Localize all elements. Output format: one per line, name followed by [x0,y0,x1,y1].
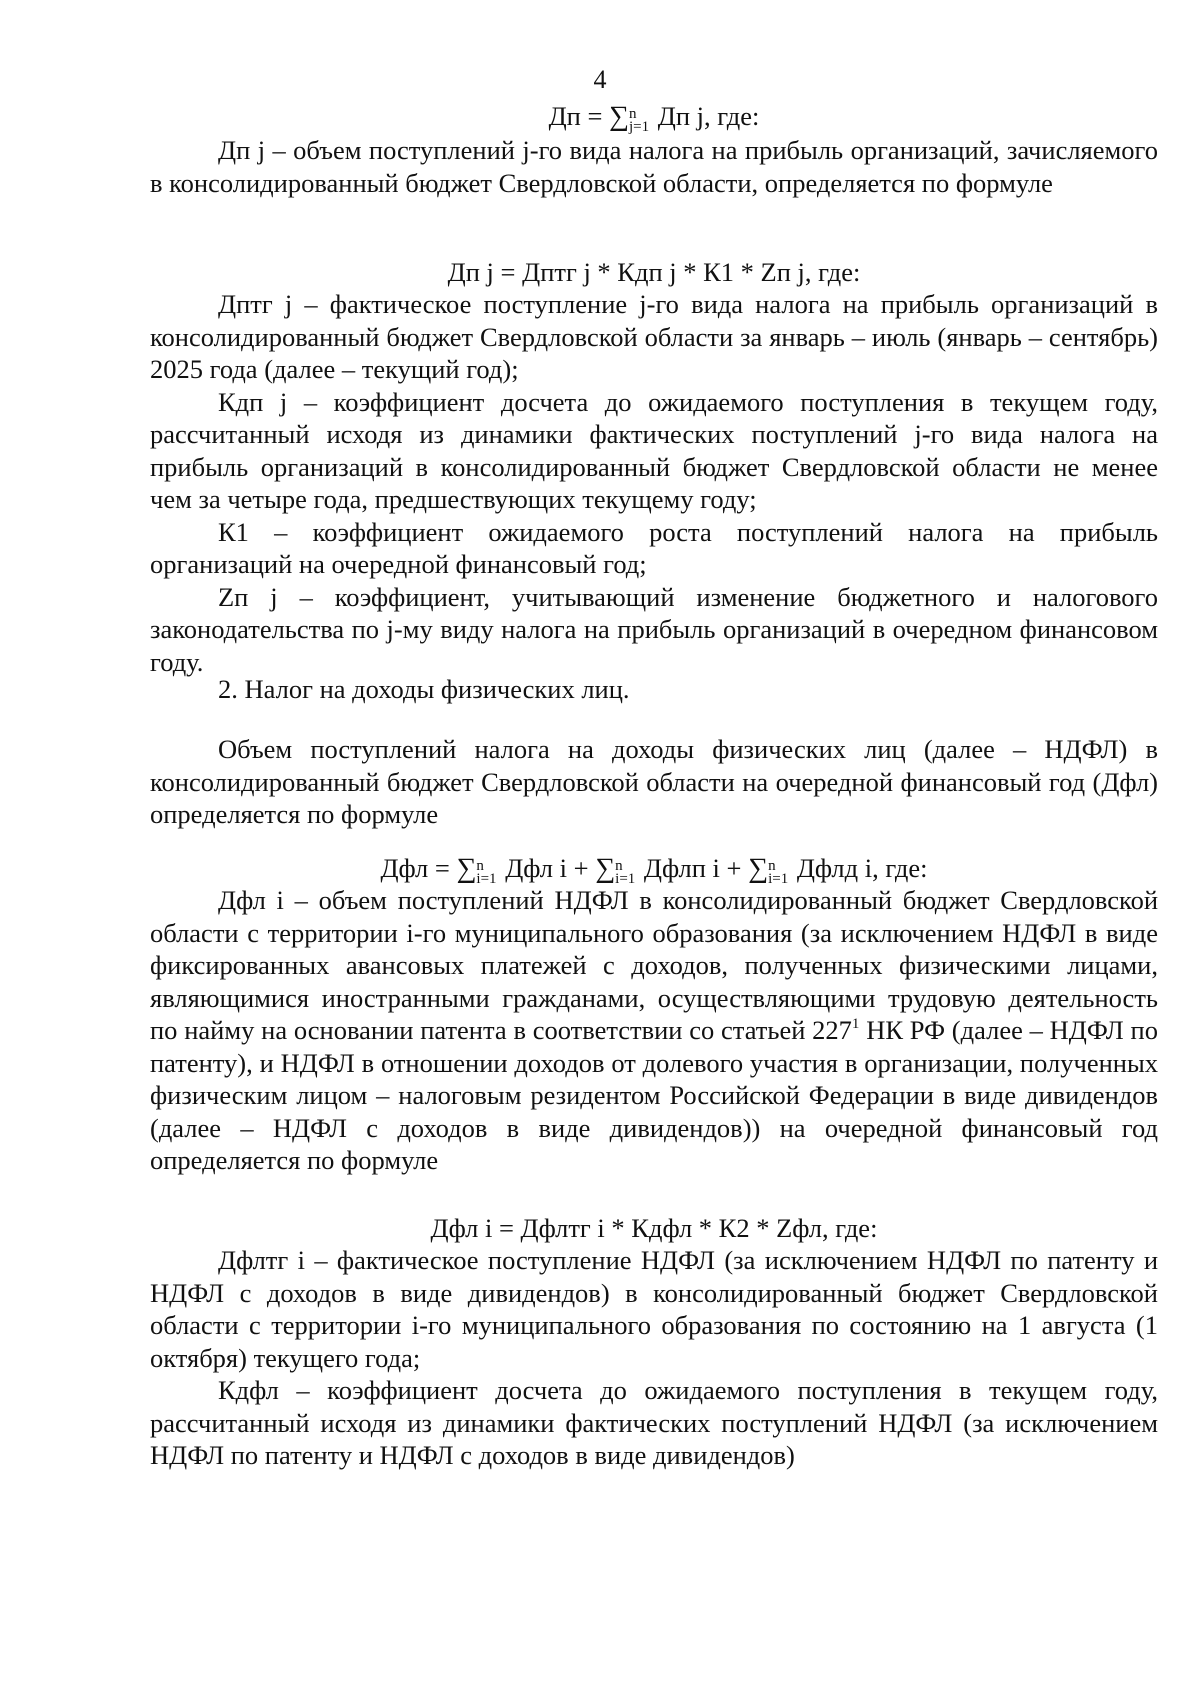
sum-symbol: ∑ [456,853,477,884]
formula-dp-j: Дп j = Дптг j * Кдп j * К1 * Zп j, где: [447,257,861,287]
paragraph-ndfl-volume: Объем поступлений налога на доходы физических лиц (далее – НДФЛ) в консолидированный бюджет Свердловской области на очередной финансовый год (Дфл) определяется по формуле [150,734,1158,829]
paragraph-k1-definition: К1 – коэффициент ожидаемого роста поступлений налога на прибыль организаций на очередной финансовый год; [150,516,1158,579]
sum-limits: n i=1 [768,858,789,888]
formula-lhs: Дфл = [380,853,457,883]
formula-dfl-total [150,852,1158,886]
formula-rhs: Дп j, где: [651,101,760,131]
formula-term: Дфлд i, где: [790,853,928,883]
formula-term: Дфл i + [498,853,596,883]
sum-symbol: ∑ [595,853,616,884]
paragraph-dptg-j-definition: Дптг j – фактическое поступление j-го вида налога на прибыль организаций в консолидированный бюджет Свердловской области за январь – июль (январь – сентябрь) 2025 года (далее – текущий год); [150,289,1158,384]
page-number: 4 [593,65,607,94]
paragraph-kdfl-definition: Кдфл – коэффициент досчета до ожидаемого поступления в текущем году, рассчитанный исходя из динамики фактических поступлений НДФЛ (за исключением НДФЛ по патенту и НДФЛ с доходов в виде дивидендов) [150,1375,1158,1470]
sum-symbol: ∑ [748,853,769,884]
paragraph-zp-j-definition: Zп j – коэффициент, учитывающий изменение бюджетного и налогового законодательства по j-му виду налога на прибыль организаций в очередном финансовом году. [150,581,1158,677]
paragraph-dp-j-definition: Дп j – объем поступлений j-го вида налога на прибыль организаций, зачисляемого в консолидированный бюджет Свердловской области, определяется по формуле [150,135,1158,198]
section-heading-ndfl: 2. Налог на доходы физических лиц. [218,674,630,704]
footnote-superscript: 1 [851,1015,860,1032]
sum-limits: n i=1 [476,858,497,888]
paragraph-kdp-j-definition: Кдп j – коэффициент досчета до ожидаемого поступления в текущем году, рассчитанный исходя из динамики фактических поступлений j-го вида налога на прибыль организаций в консолидированный бюджет Свердловской области не менее чем за четыре года, предшествующих текущему году; [150,386,1158,514]
paragraph-dfl-i-definition: Дфл i – объем поступлений НДФЛ в консолидированный бюджет Свердловской области с территории i-го муниципального образования (за исключением НДФЛ в виде фиксированных авансовых платежей с доходов, полученных физическими лицами, являющимися иностранными гражданами, осуществляющими трудовую деятельность по найму на основании патента в соответствии со статьей 227$^1$ НК РФ (далее – НДФЛ по патенту), и НДФЛ в отношении доходов от долевого участия в организации, полученных физическим лицом – налоговым резидентом Российской Федерации в виде дивидендов (далее – НДФЛ с доходов в виде дивидендов)) на очередной финансовый год определяется по формуле [150,885,1158,1175]
formula-term: Дфлп i + [637,853,749,883]
formula-dfl-i: Дфл i = Дфлтг i * Кдфл * К2 * Zфл, где: [430,1213,878,1243]
sum-limits: n i=1 [615,858,636,888]
formula-profit-tax-total [150,100,1158,134]
formula-lhs: Дп = [548,101,610,131]
paragraph-dfltg-i-definition: Дфлтг i – фактическое поступление НДФЛ (за исключением НДФЛ по патенту и НДФЛ с доходов в виде дивидендов) в консолидированный бюджет Свердловской области с территории i-го муниципального образования по состоянию на 1 августа (1 октября) текущего года; [150,1245,1158,1373]
sum-limits: n j=1 [629,106,650,136]
sum-symbol: ∑ [609,101,629,132]
